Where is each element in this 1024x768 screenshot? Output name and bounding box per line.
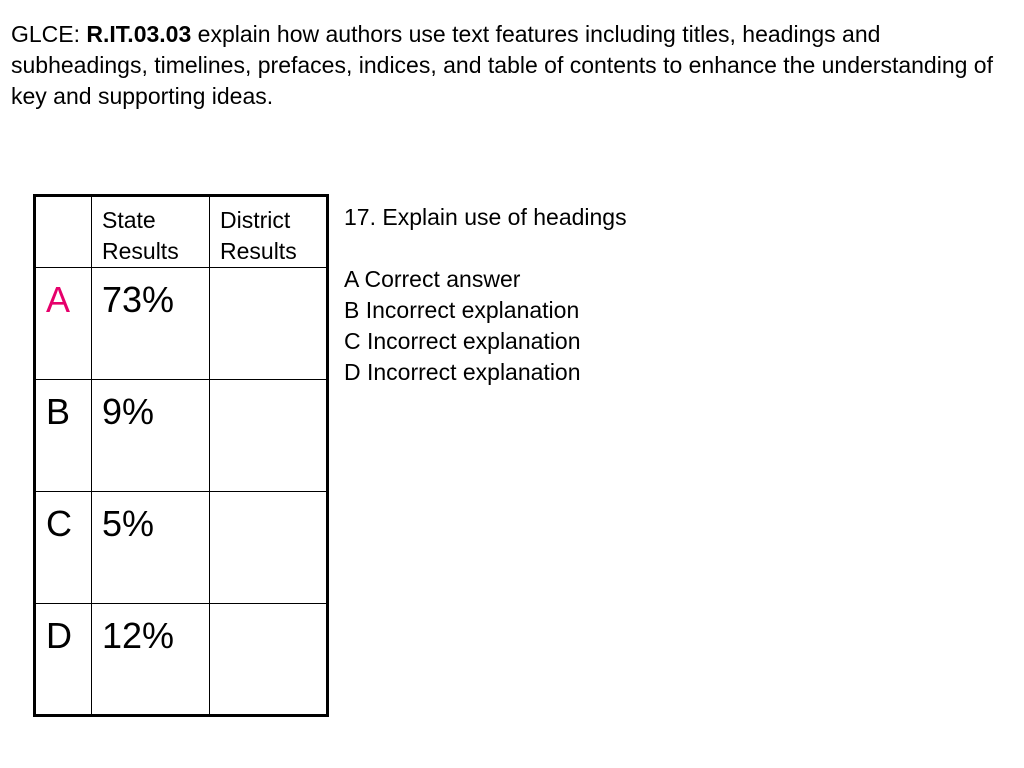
answer-option: C Incorrect explanation [344, 328, 581, 354]
row-letter: B [35, 380, 92, 492]
table-row [35, 604, 328, 716]
results-table [33, 194, 329, 717]
standard-description [11, 19, 1011, 112]
state-result: 5% [92, 492, 210, 604]
answer-option: A Correct answer [344, 266, 521, 292]
header-state-results: State Results [92, 196, 210, 268]
table-header-row [35, 196, 328, 268]
state-result: 9% [92, 380, 210, 492]
question-title: 17. Explain use of headings [344, 204, 627, 230]
row-letter: A [35, 268, 92, 380]
answer-option: B Incorrect explanation [344, 297, 580, 323]
state-result: 12% [92, 604, 210, 716]
district-result [210, 268, 328, 380]
header-cell-empty [35, 196, 92, 268]
row-letter: C [35, 492, 92, 604]
standard-text: explain how authors use text features including titles, headings and subheadings, timelines, prefaces, indices, and table of contents to enhance the understanding of key and supporting ideas. [11, 21, 993, 109]
table-row [35, 380, 328, 492]
table-row [35, 492, 328, 604]
answer-option: D Incorrect explanation [344, 359, 581, 385]
district-result [210, 492, 328, 604]
district-result [210, 604, 328, 716]
table-row [35, 268, 328, 380]
standard-prefix: GLCE: [11, 21, 87, 47]
state-result: 73% [92, 268, 210, 380]
district-result [210, 380, 328, 492]
header-district-results: District Results [210, 196, 328, 268]
row-letter: D [35, 604, 92, 716]
standard-code: R.IT.03.03 [86, 21, 192, 47]
question-block [344, 202, 627, 388]
